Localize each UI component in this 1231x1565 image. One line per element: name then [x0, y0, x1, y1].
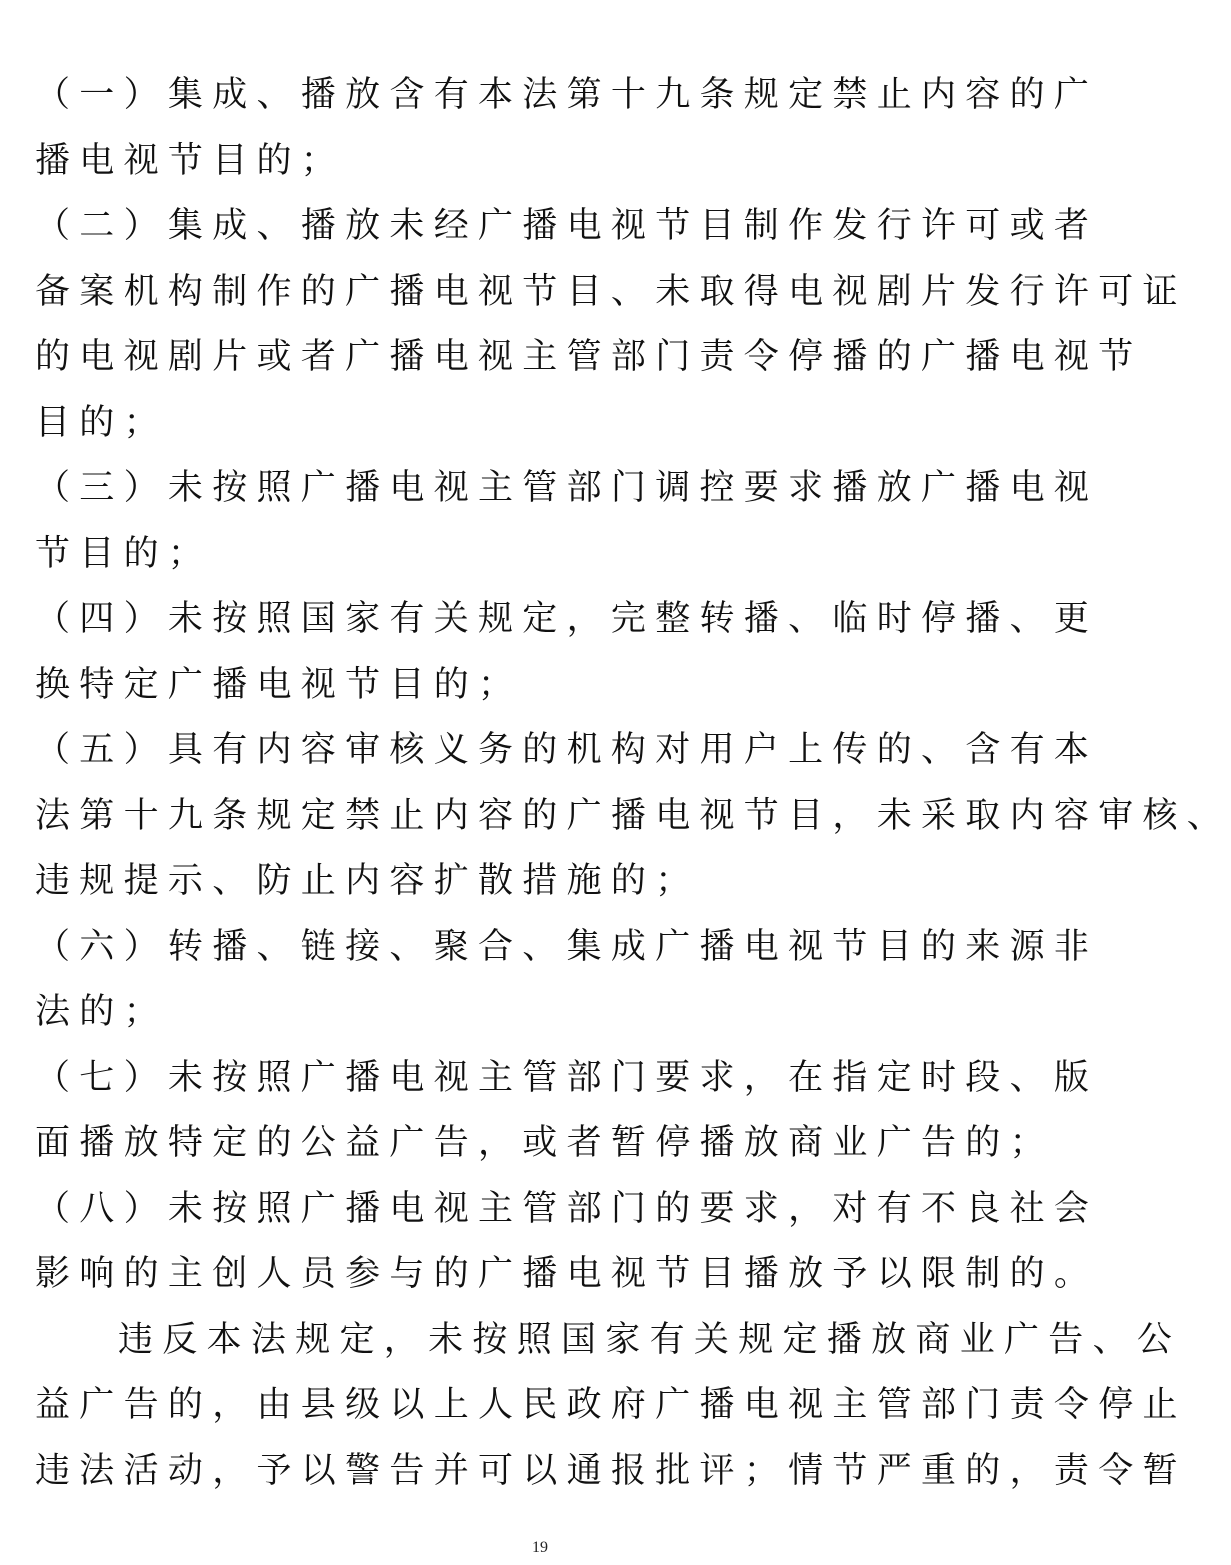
- item-7-line-2: 面播放特定的公益广告，或者暂停播放商业广告的；: [35, 1123, 1054, 1163]
- item-1-line-2: 播电视节目的；: [35, 141, 346, 181]
- item-2-line-4: 目的；: [35, 403, 168, 443]
- item-7-line-1: （七）未按照广播电视主管部门要求，在指定时段、版: [35, 1058, 1099, 1098]
- item-8-line-1: （八）未按照广播电视主管部门的要求，对有不良社会: [35, 1189, 1099, 1229]
- item-4-line-2: 换特定广播电视节目的；: [35, 665, 523, 705]
- closing-paragraph-line-1: 违反本法规定，未按照国家有关规定播放商业广告、公: [118, 1320, 1182, 1360]
- item-1-line-1: （一）集成、播放含有本法第十九条规定禁止内容的广: [35, 75, 1099, 115]
- item-5-line-1: （五）具有内容审核义务的机构对用户上传的、含有本: [35, 730, 1099, 770]
- closing-paragraph-line-3: 违法活动，予以警告并可以通报批评；情节严重的，责令暂: [35, 1451, 1187, 1491]
- item-5-line-2: 法第十九条规定禁止内容的广播电视节目，未采取内容审核、: [35, 796, 1231, 836]
- item-2-line-2: 备案机构制作的广播电视节目、未取得电视剧片发行许可证: [35, 272, 1187, 312]
- item-8-line-2: 影响的主创人员参与的广播电视节目播放予以限制的。: [35, 1254, 1099, 1294]
- item-6-line-1: （六）转播、链接、聚合、集成广播电视节目的来源非: [35, 927, 1099, 967]
- item-5-line-3: 违规提示、防止内容扩散措施的；: [35, 861, 700, 901]
- page-number: 19: [532, 1539, 548, 1556]
- item-4-line-1: （四）未按照国家有关规定，完整转播、临时停播、更: [35, 599, 1099, 639]
- item-3-line-1: （三）未按照广播电视主管部门调控要求播放广播电视: [35, 468, 1099, 508]
- item-3-line-2: 节目的；: [35, 534, 213, 574]
- item-6-line-2: 法的；: [35, 992, 168, 1032]
- item-2-line-1: （二）集成、播放未经广播电视节目制作发行许可或者: [35, 206, 1099, 246]
- closing-paragraph-line-2: 益广告的，由县级以上人民政府广播电视主管部门责令停止: [35, 1385, 1187, 1425]
- item-2-line-3: 的电视剧片或者广播电视主管部门责令停播的广播电视节: [35, 337, 1143, 377]
